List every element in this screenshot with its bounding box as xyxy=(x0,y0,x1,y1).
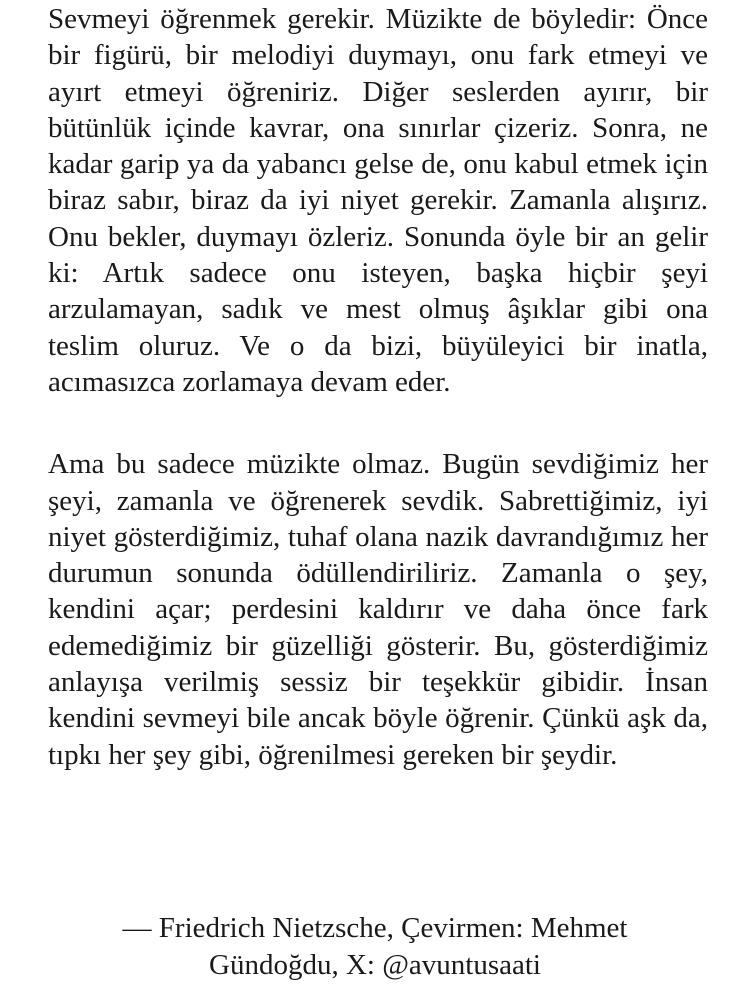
attribution-line-1: — Friedrich Nietzsche, Çevirmen: Mehmet xyxy=(122,912,628,944)
attribution xyxy=(0,910,750,984)
paragraph-2: Ama bu sadece müzikte olmaz. Bugün sevdiğimiz her şeyi, zamanla ve öğrenerek sevdik. Sabrettiğimiz, iyi niyet gösterdiğimiz, tuhaf olana nazik davrandığımız her durumun sonunda ödüllendiriliriz. Zamanla o şey, kendini açar; perdesini kaldırır ve daha önce fark edemediğimiz bir güzelliği gösterir. Bu, gösterdiğimiz anlayışa verilmiş sessiz bir teşekkür gibidir. İnsan kendini sevmeyi bile ancak böyle öğrenir. Çünkü aşk da, tıpkı her şey gibi, öğrenilmesi gereken bir şeydir. xyxy=(48,448,708,771)
quote-body xyxy=(48,0,708,773)
attribution-line-2: Gündoğdu, X: @avuntusaati xyxy=(209,949,541,981)
paragraph-1: Sevmeyi öğrenmek gerekir. Müzikte de böyledir: Önce bir figürü, bir melodiyi duymayı, onu fark etmeyi ve ayırt etmeyi öğreniriz. Diğer seslerden ayırır, bir bütünlük içinde kavrar, ona sınırlar çizeriz. Sonra, ne kadar garip ya da yabancı gelse de, onu kabul etmek için biraz sabır, biraz da iyi niyet gerekir. Zamanla alışırız. Onu bekler, duymayı özleriz. Sonunda öyle bir an gelir ki: Artık sadece onu isteyen, başka hiçbir şeyi arzulamayan, sadık ve mest olmuş âşıklar gibi ona teslim oluruz. Ve o da bizi, büyüleyici bir inatla, acımasızca zorlamaya devam eder. xyxy=(48,3,708,398)
